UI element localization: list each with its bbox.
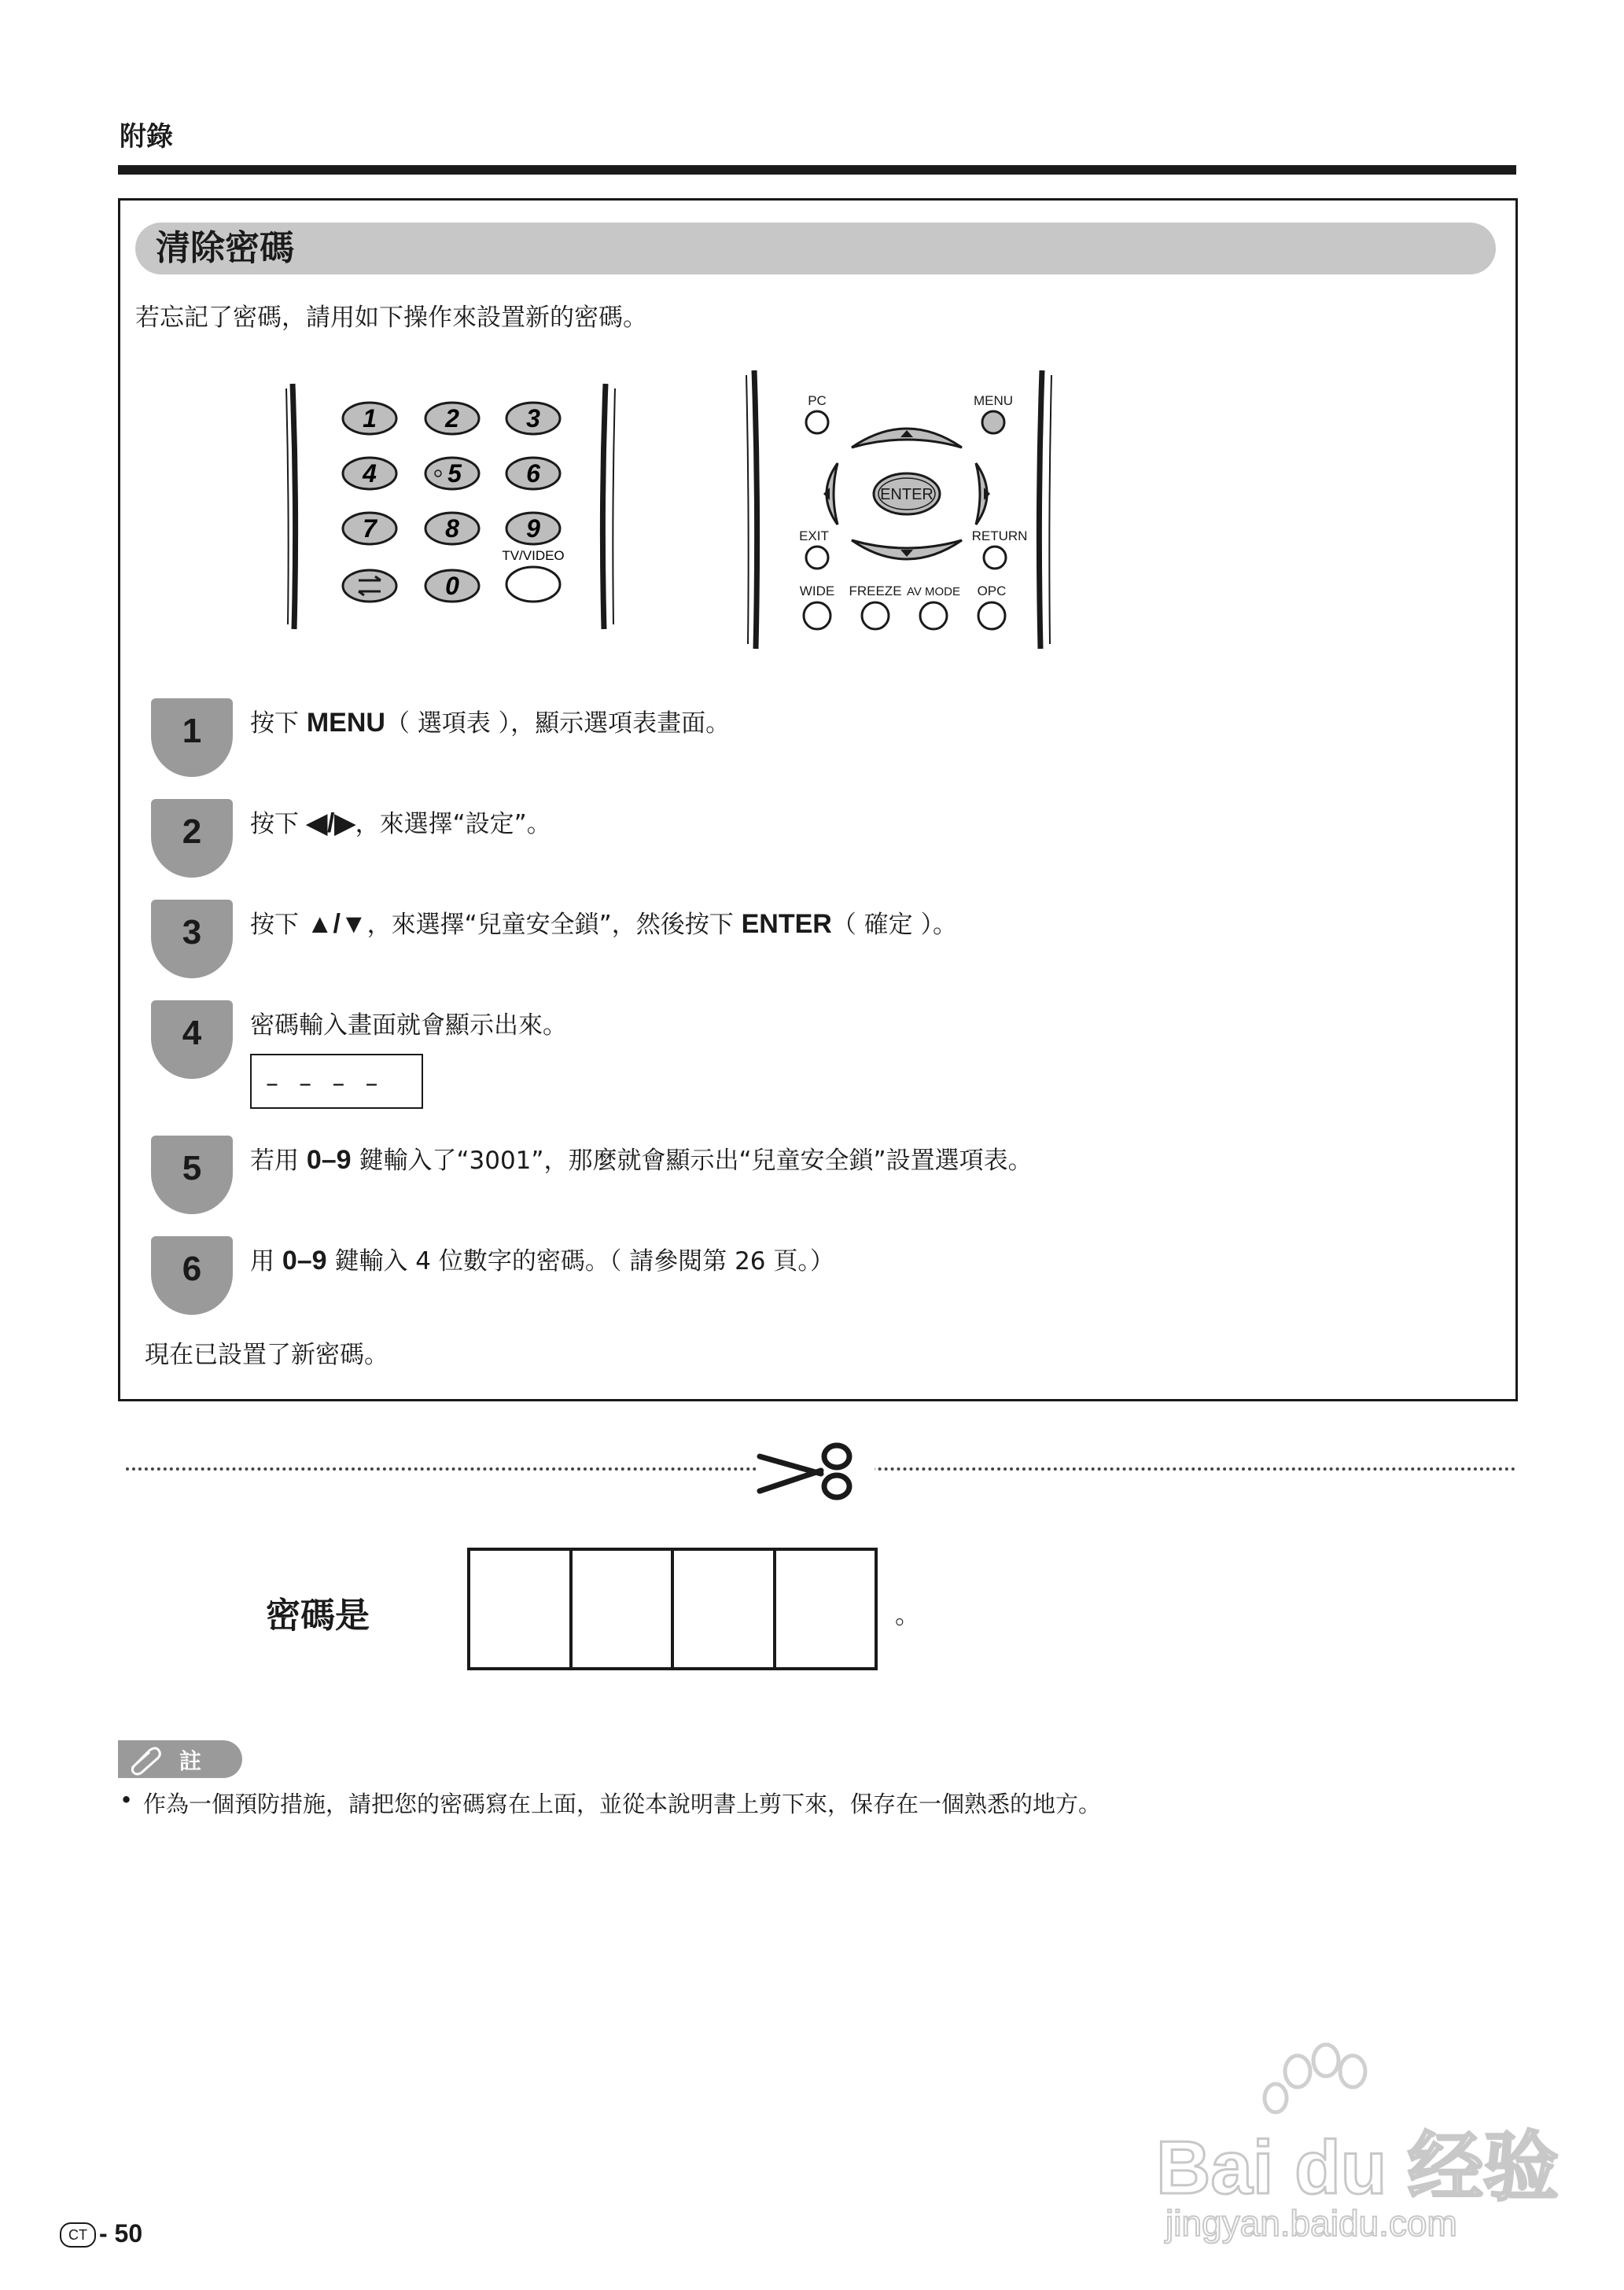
note-bullet: • — [120, 1787, 134, 1813]
svg-text:1: 1 — [363, 404, 377, 433]
key-9[interactable] — [506, 513, 560, 544]
password-write-boxes — [467, 1548, 878, 1670]
svg-text:8: 8 — [445, 514, 459, 543]
av-mode-button[interactable] — [920, 602, 947, 629]
password-digit-box — [776, 1551, 875, 1667]
step-text-2: 按下 ◀/▶，來選擇“設定”。 — [250, 808, 551, 838]
pc-button[interactable] — [806, 411, 828, 433]
key-3[interactable] — [506, 403, 560, 434]
note-label: 註 — [179, 1748, 202, 1774]
svg-text:5: 5 — [447, 459, 462, 488]
opc-button[interactable] — [978, 602, 1005, 629]
key-6[interactable] — [506, 458, 560, 489]
step-text-4: 密碼輸入畫面就會顯示出來。 — [250, 1011, 567, 1040]
paperclip-icon — [126, 1744, 165, 1776]
svg-text:2: 2 — [445, 404, 459, 433]
header-rule — [118, 165, 1516, 175]
freeze-button[interactable] — [862, 602, 889, 629]
intro-text: 若忘記了密碼，請用如下操作來設置新的密碼。 — [135, 304, 647, 332]
password-digit-box — [573, 1551, 675, 1667]
av-mode-label: AV MODE — [906, 585, 961, 598]
svg-text:3: 3 — [526, 404, 540, 433]
watermark-url: jingyan.baidu.com — [1166, 2203, 1457, 2244]
step-badge-3: 3 — [151, 900, 233, 978]
watermark-brand: Bai du 经验 — [1156, 2126, 1560, 2210]
closing-text: 現在已設置了新密碼。 — [145, 1341, 389, 1369]
svg-text:0: 0 — [445, 572, 459, 600]
page-title: 清除密碼 — [156, 228, 294, 268]
note-text: 作為一個預防措施，請把您的密碼寫在上面，並從本說明書上剪下來，保存在一個熟悉的地方。 — [143, 1791, 1102, 1817]
password-digit-box — [470, 1551, 573, 1667]
step-badge-5: 5 — [151, 1136, 233, 1214]
return-button[interactable] — [984, 547, 1006, 569]
pc-label: PC — [808, 393, 827, 408]
wide-label: WIDE — [799, 584, 835, 598]
step-badge-6: 6 — [151, 1236, 233, 1315]
return-label: RETURN — [971, 528, 1028, 543]
freeze-label: FREEZE — [849, 584, 902, 598]
page-number: - 50 — [99, 2219, 143, 2248]
flashback-key[interactable] — [343, 570, 396, 602]
step-badge-2: 2 — [151, 799, 233, 878]
navpad-illustration — [743, 366, 1058, 657]
step-text-1: 按下 MENU（ 選項表 ），顯示選項表畫面。 — [250, 708, 731, 738]
key-8[interactable] — [425, 513, 479, 544]
password-period: 。 — [895, 1600, 921, 1629]
svg-text:4: 4 — [363, 459, 377, 488]
step-badge-1: 1 — [151, 698, 233, 777]
step-text-6: 用 0–9 鍵輸入 4 位數字的密碼。（ 請參閱第 26 頁。） — [250, 1246, 834, 1276]
exit-label: EXIT — [799, 528, 829, 543]
svg-text:6: 6 — [526, 459, 540, 488]
menu-label: MENU — [973, 393, 1014, 408]
watermark — [1156, 2037, 1565, 2260]
tv-video-label: TV/VIDEO — [502, 548, 565, 563]
scissors-icon — [757, 1439, 875, 1502]
password-entry-box: – – – – — [250, 1054, 423, 1109]
key-2[interactable] — [425, 403, 479, 434]
title-bar — [135, 223, 1496, 274]
password-label: 密碼是 — [266, 1596, 370, 1636]
ct-badge: CT — [60, 2222, 96, 2248]
step-text-3: 按下 ▲/▼，來選擇“兒童安全鎖”，然後按下 ENTER（ 確定 ）。 — [250, 909, 958, 939]
key-5[interactable] — [425, 458, 479, 489]
key-4[interactable] — [343, 458, 396, 489]
key-1[interactable] — [343, 403, 396, 434]
tv-video-key[interactable] — [506, 567, 560, 602]
menu-button[interactable] — [982, 411, 1004, 433]
svg-text:7: 7 — [363, 514, 377, 543]
wide-button[interactable] — [804, 602, 830, 629]
step-badge-4: 4 — [151, 1000, 233, 1079]
step-text-5: 若用 0–9 鍵輸入了“3001”，那麼就會顯示出“兒童安全鎖”設置選項表。 — [250, 1145, 1033, 1175]
svg-text:9: 9 — [526, 514, 540, 543]
enter-label: ENTER — [880, 486, 934, 503]
password-digit-box — [674, 1551, 776, 1667]
section-label: 附錄 — [120, 121, 173, 153]
key-0[interactable] — [425, 570, 479, 602]
key-7[interactable] — [343, 513, 396, 544]
opc-label: OPC — [977, 584, 1007, 598]
exit-button[interactable] — [806, 547, 828, 569]
keypad-illustration — [283, 377, 621, 637]
